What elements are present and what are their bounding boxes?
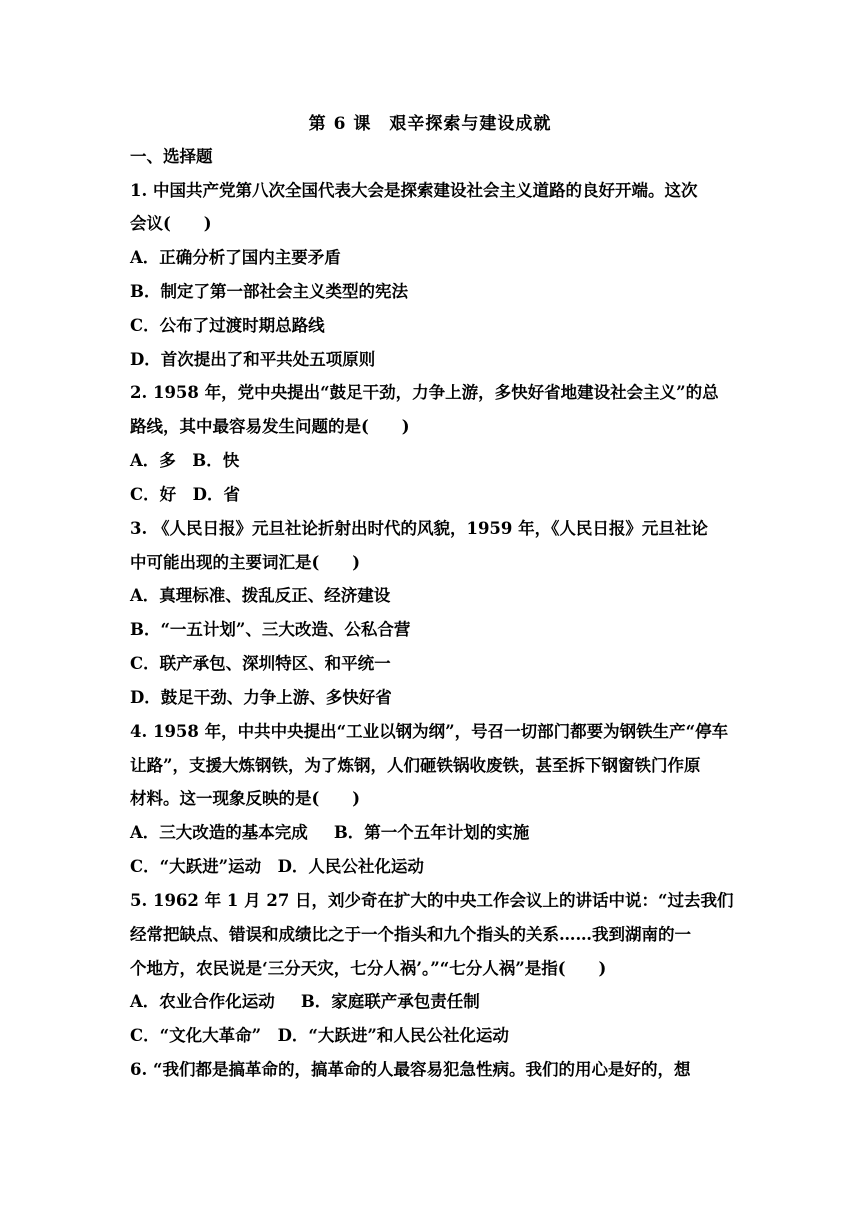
question-4-options-ab bbox=[130, 822, 740, 844]
lesson-title: 第 6 课 艰辛探索与建设成就 bbox=[308, 114, 552, 134]
question-3-stem: 3. 《人民日报》元旦社论折射出时代的风貌，1959 年，《人民日报》元旦社论 bbox=[130, 519, 708, 538]
question-3-stem-cont: 中可能出现的主要词汇是( ) bbox=[130, 553, 361, 572]
question-2-stem-cont: 路线，其中最容易发生问题的是( ) bbox=[130, 417, 410, 436]
question-4-stem-cont-2: 材料。这一现象反映的是( ) bbox=[130, 789, 361, 808]
question-5-option-a: A．农业合作化运动 bbox=[130, 992, 275, 1011]
question-1-option-a: A．正确分析了国内主要矛盾 bbox=[130, 248, 341, 267]
question-4-options-cd: C．“大跃进”运动 D．人民公社化运动 bbox=[130, 857, 424, 876]
question-5-options-cd: C．“文化大革命” D．“大跃进”和人民公社化运动 bbox=[130, 1026, 509, 1045]
question-1-option-d: D．首次提出了和平共处五项原则 bbox=[130, 350, 376, 369]
question-4-stem: 4. 1958 年，中共中央提出“工业以钢为纲”，号召一切部门都要为钢铁生产“停车 bbox=[130, 722, 729, 741]
question-1-stem: 1. 中国共产党第八次全国代表大会是探索建设社会主义道路的良好开端。这次 bbox=[130, 181, 698, 200]
question-4-stem-cont: 让路”，支援大炼钢铁，为了炼钢，人们砸铁锅收废铁，甚至拆下钢窗铁门作原 bbox=[130, 756, 701, 775]
question-5-stem: 5. 1962 年 1 月 27 日，刘少奇在扩大的中央工作会议上的讲话中说：“过去我们 bbox=[130, 891, 734, 910]
question-1-stem-cont: 会议( ) bbox=[130, 214, 212, 233]
question-4-option-a: A．三大改造的基本完成 bbox=[130, 823, 308, 842]
question-4-option-b: B．第一个五年计划的实施 bbox=[333, 823, 530, 842]
section-heading: 一、选择题 bbox=[130, 147, 213, 166]
question-2-stem: 2. 1958 年，党中央提出“鼓足干劲，力争上游，多快好省地建设社会主义”的总 bbox=[130, 383, 719, 402]
question-3-option-b: B．“一五计划”、三大改造、公私合营 bbox=[130, 620, 411, 639]
question-5-option-b: B．家庭联产承包责任制 bbox=[300, 992, 480, 1011]
question-5-stem-cont: 经常把缺点、错误和成绩比之于一个指头和九个指头的关系……我到湖南的一 bbox=[130, 925, 691, 944]
question-3-option-c: C．联产承包、深圳特区、和平统一 bbox=[130, 654, 391, 673]
question-3-option-d: D．鼓足干劲、力争上游、多快好省 bbox=[130, 688, 392, 707]
question-1-option-b: B．制定了第一部社会主义类型的宪法 bbox=[130, 282, 408, 301]
question-6-stem: 6. “我们都是搞革命的，搞革命的人最容易犯急性病。我们的用心是好的，想 bbox=[130, 1060, 691, 1079]
question-3-option-a: A．真理标准、拨乱反正、经济建设 bbox=[130, 586, 391, 605]
question-5-options-ab bbox=[130, 991, 740, 1013]
question-1-option-c: C．公布了过渡时期总路线 bbox=[130, 316, 325, 335]
question-2-options-ab: A．多 B．快 bbox=[130, 451, 240, 470]
question-2-options-cd: C．好 D．省 bbox=[130, 485, 240, 504]
question-5-stem-cont-2: 个地方，农民说是‘三分天灾，七分人祸’。”“七分人祸”是指( ) bbox=[130, 959, 607, 978]
